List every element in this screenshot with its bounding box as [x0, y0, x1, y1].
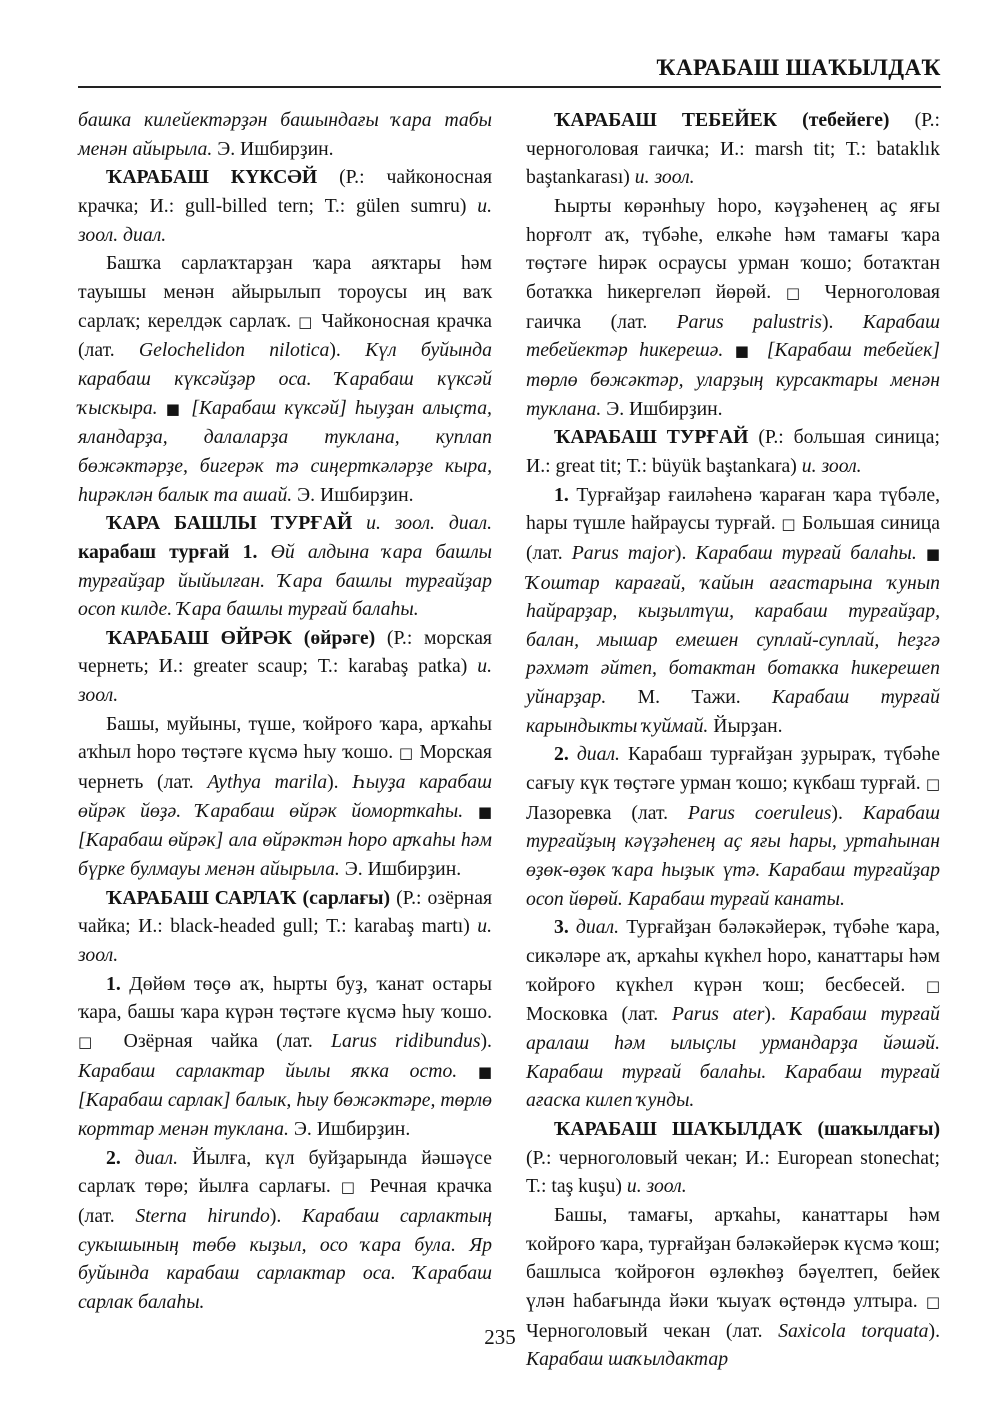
left-column	[78, 106, 492, 1317]
synonym-box-icon: □	[298, 312, 315, 331]
entry-kara-bashly-turgay: ҠАРА БАШЛЫ ТУРҒАЙ и. зоол. диал. карабаш турғай 1. Өй алдына ҡара башлы турғайҙар йыйылған. Ҡара башлы турғайҙар осоп килде. Ҡара башлы турғай балаһы.	[78, 512, 493, 621]
entry-karabash-oyrak: ҠАРАБАШ ӨЙРӘК (өйрәге) (Р.: морская чернеть; И.: greater scaup; Т.: karabaş patka) и. зоол.	[78, 626, 492, 707]
synonym-box-icon: □	[781, 515, 797, 534]
entry-karabash-kuksay: ҠАРАБАШ КҮКСӘЙ (Р.: чайконосная крачка; И.: gull-billed tern; Т.: gülen sumru) и. зоол. диал.	[78, 166, 492, 246]
headword: ҠАРАБАШ САРЛАҠ	[106, 886, 297, 909]
example-square-icon: ■	[165, 399, 184, 418]
entry-karabash-tebeyek: ҠАРАБАШ ТЕБЕЙЕК (тебейеге) (Р.: черноголовая гаичка; И.: marsh tit; Т.: bataklık baştankarası) и. зоол.	[526, 109, 940, 189]
synonym-box-icon: □	[340, 1178, 360, 1197]
headword: ҠАРАБАШ КҮКСӘЙ	[106, 166, 318, 189]
headword: ҠАРАБАШ ТЕБЕЙЕК	[554, 109, 778, 131]
sense-1: 1. Дөйөм төҫө аҡ, һырты буҙ, ҡанат остары ҡара, башы ҡара күрән төҫтәге күсмә һыу ҡошо. □ Озёрная чайка (лат. Larus ridibundus). Карабаш сарлактар йылы яҡка осто. ■ [Карабаш сарлак] балык, һыу бөжәктәре, төрлө корттар менән туклана. Э. Ишбирҙин.	[78, 972, 492, 1140]
example-square-icon: ■	[734, 342, 756, 361]
entry-definition: Башы, муйыны, түше, ҡойроғо ҡара, арҡаһы аҡһыл һоро төҫтәге күсмә һыу ҡошо. □ Морская чернеть (лат. Aythya marila). Һыуҙа карабаш өйрәк йөҙә. Ҡарабаш өйрәк йоморткаһы. ■ [Карабаш өйрәк] ала өйрәктән һоро арҡаһы һәм бүрке булмауы менән айырыла. Э. Ишбирҙин.	[78, 712, 492, 881]
sense-3: 3. диал. Турғайҙан бәләкәйерәк, түбәһе ҡара, сикәләре аҡ, арҡаһы күкһел һоро, канаттары һәм ҡойроғо күкһел күрән ҡош; бесбесей. □ Московка (лат. Parus ater). Карабаш турғай аралаш һәм ылыҫлы урмандарҙа йәшәй. Карабаш турғай балаһы. Карабаш турғай ағаска килеп ҡунды.	[526, 916, 940, 1112]
headword: ҠАРАБАШ ӨЙРӘК	[106, 626, 293, 649]
entry-definition: Башҡа сарлаҡтарҙан ҡара аяҡтары һәм тауышы менән айырылып тороусы иң ваҡ сарлаҡ; керелдәк сарлаҡ. □ Чайконосная крачка (лат. Gelochelidon nilotica). Күл буйында карабаш күксәйҙәр оса. Ҡарабаш күксәй ҡыскыра. ■ [Карабаш күксәй] һыуҙан алыҫта, яландарҙа, далаларҙа туклана, куплап бөжәктәрҙе, бигерәк тә сиңерткәләрҙе кыра, һирәклән балык та ашай. Э. Ишбирҙин.	[78, 252, 492, 506]
example-square-icon: ■	[477, 802, 492, 821]
right-column	[526, 106, 940, 1374]
synonym-box-icon: □	[925, 976, 940, 995]
example-square-icon: ■	[925, 544, 941, 563]
synonym-box-icon: □	[925, 775, 940, 794]
entry-karabash-sarlak: ҠАРАБАШ САРЛАҠ (сарлағы) (Р.: озёрная чайка; И.: black-headed gull; Т.: karabaş martı) и. зоол.	[78, 886, 492, 967]
entry-karabash-turgay: ҠАРАБАШ ТУРҒАЙ (Р.: большая синица; И.: great tit; Т.: büyük baştankara) и. зоол.	[526, 426, 940, 477]
headword: ҠАРА БАШЛЫ ТУРҒАЙ	[106, 512, 353, 535]
running-head-title: ҠАРАБАШ ШАҠЫЛДАҠ	[656, 55, 941, 80]
headword: ҠАРАБАШ ШАҠЫЛДАҠ	[554, 1117, 803, 1140]
sense-2: 2. диал. Карабаш турғайҙан ҙурыраҡ, түбәһе сағыу күк төҫтәге урман ҡошо; күкбаш турғай. □ Лазоревка (лат. Parus coeruleus). Карабаш турғайҙың кәүҙәһенең аҫ яғы һары, уртаһынан өҙөк-өҙөк ҡара һыҙык үтә. Карабаш турғайҙар осоп йөрөй. Карабаш турғай канаты.	[526, 743, 941, 910]
sense-2: 2. диал. Йылға, күл буйҙарында йәшәүсе сарлаҡ төрө; йылға сарлағы. □ Речная крачка (лат. Sterna hirundo). Карабаш сарлактың сукышының төбө кыҙыл, осо ҡара була. Яр буйында карабаш сарлактар оса. Ҡарабаш сарлак балаһы.	[78, 1146, 493, 1313]
synonym-box-icon: □	[78, 1033, 106, 1051]
synonym-box-icon: □	[785, 283, 810, 302]
running-header	[78, 44, 941, 88]
synonym-box-icon: □	[398, 744, 414, 763]
synonym-box-icon: □	[925, 1292, 940, 1311]
entry-definition: Башы, тамағы, арҡаһы, канаттары һәм ҡойроғо ҡара, турғайҙан бәләкәйерәк күсмә ҡош; башлыса ҡойроғон өҙлөкһөҙ бәүелтеп, бейек үлән һабағында йәки ҡыуаҡ өҫтөндә ултыра. □ Черноголовый чекан (лат. Saxicola torquata). Карабаш шаҡылдактар	[526, 1203, 940, 1371]
entry-karabash-shakyldak: ҠАРАБАШ ШАҠЫЛДАҠ (шаҡылдағы) (Р.: черноголовый чекан; И.: European stonechat; Т.: taş kuşu) и. зоол.	[526, 1117, 940, 1198]
headword: ҠАРАБАШ ТУРҒАЙ	[554, 426, 749, 449]
page-number: 235	[484, 1325, 516, 1349]
entry-definition: Һырты көрәнһыу һоро, кәүҙәһенең аҫ яғы һорғолт аҡ, түбәһе, елкәһе һәм тамағы ҡара төҫтәге һирәк осраусы урман ҡошо; ботаҡтан ботаҡка һикергеләп йөрөй. □ Черноголовая гаичка (лат. Parus palustris). Карабаш тебейектәр һикерешә. ■ [Карабаш тебейек] төрлө бөжәктәр, уларҙың курсактары менән туклана. Э. Ишбирҙин.	[526, 194, 941, 420]
example-square-icon: ■	[477, 1062, 492, 1081]
sense-1: 1. Турғайҙар ғаиләһенә ҡараған ҡара түбәле, һары түшле һайраусы турғай. □ Большая синица (лат. Parus major). Карабаш турғай балаһы. ■ Ҡоштар карағай, ҡайын ағастарына ҡунып һайрарҙар, кыҙылтүш, карабаш турғайҙар, балан, мышар емешен суплай-суплай, һеҙгә рәхмәт әйтеп, ботактан ботакка һикерешеп уйнарҙар. М. Тажи. Карабаш турғай карындыкты ҡуймай. Йырҙан.	[526, 483, 941, 737]
entry-continuation: башка килейектәрҙән башындағы ҡара табы менән айырыла. Э. Ишбирҙин.	[78, 109, 492, 160]
